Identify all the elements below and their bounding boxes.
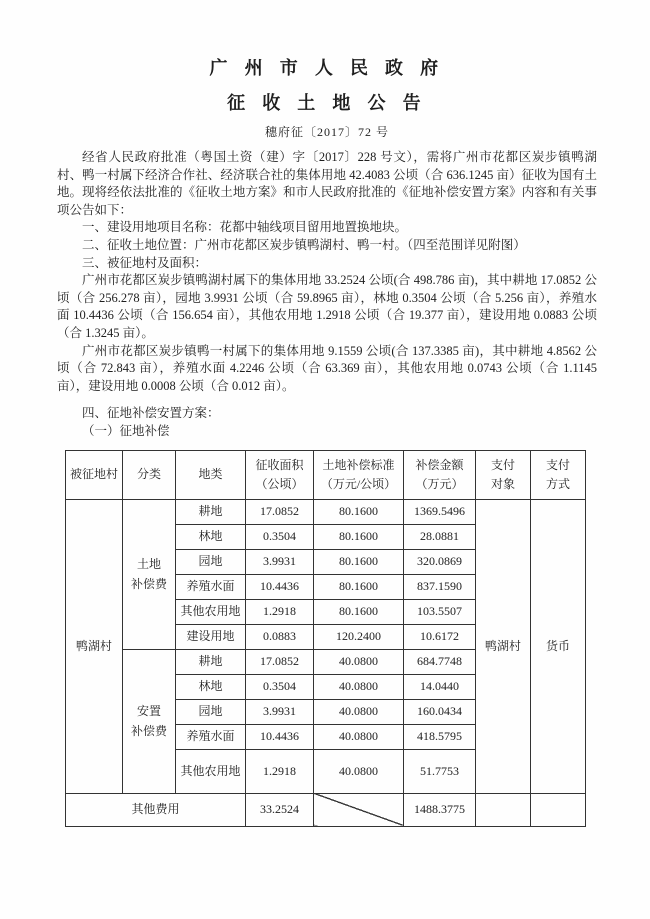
header-land-type: 地类 — [176, 450, 246, 499]
table-cell: 80.1600 — [314, 599, 404, 624]
table-cell: 80.1600 — [314, 499, 404, 524]
table-cell: 其他农用地 — [176, 599, 246, 624]
paragraph-intro: 经省人民政府批准（粤国土资（建）字〔2017〕228 号文），需将广州市花都区炭步镇鸭湖村、鸭一村属下经济合作社、经济联合社的集体用地 42.4083 公顷（合 636.1245 亩）征收为国有土地。现将经依法批准的《征收土地方案》和市人民政府批准的《征地补偿安置方案》内容和有关事项公告如下： — [57, 150, 597, 217]
table-cell: 17.0852 — [246, 649, 314, 674]
table-cell: 40.0800 — [314, 724, 404, 749]
table-cell: 40.0800 — [314, 749, 404, 793]
table-row — [66, 499, 586, 524]
group1-name-line1: 土地 — [136, 557, 161, 571]
table-cell: 1.2918 — [246, 749, 314, 793]
compensation-table — [65, 450, 586, 827]
paragraph-yahu-village-area: 广州市花都区炭步镇鸭湖村属下的集体用地 33.2524 公顷(合 498.786 亩)，其中耕地 17.0852 公顷（合 256.278 亩），园地 3.9931 公顷（合 59.8965 亩），林地 0.3504 公顷（合 5.256 亩），养殖水面 10.4436 公顷（合 156.654 亩），其他农用地 1.2918 公顷（合 19.377 亩），建设用地 0.0883 公顷（合 1.3245 亩）。 — [57, 273, 597, 340]
table-cell: 40.0800 — [314, 699, 404, 724]
table-cell: 17.0852 — [246, 499, 314, 524]
cell-expropriated-village: 鸭湖村 — [66, 499, 123, 793]
header-standard-line1: 土地补偿标准 — [322, 457, 395, 472]
cell-empty — [476, 793, 531, 826]
header-area-line1: 征收面积 — [255, 457, 304, 472]
table-cell: 10.4436 — [246, 724, 314, 749]
cell-payment-method: 货币 — [531, 499, 586, 793]
paragraph-item-2-location: 二、征收土地位置：广州市花都区炭步镇鸭湖村、鸭一村。（四至范围详见附图） — [82, 237, 526, 252]
table-cell: 28.0881 — [404, 524, 476, 549]
cell-other-fees-area: 33.2524 — [246, 793, 314, 826]
table-cell: 林地 — [176, 524, 246, 549]
group1-name-line2: 补偿费 — [130, 577, 167, 591]
table-cell: 3.9931 — [246, 549, 314, 574]
document-title-line2: 征 收 土 地 公 告 — [227, 93, 427, 113]
table-cell: 40.0800 — [314, 649, 404, 674]
header-payee — [476, 450, 531, 499]
paragraph-item-4-compensation-plan: 四、征地补偿安置方案： — [82, 406, 220, 421]
header-amount-line2: （万元） — [415, 476, 464, 491]
header-standard — [314, 450, 404, 499]
table-cell: 0.3504 — [246, 674, 314, 699]
header-payee-line2: 对象 — [490, 476, 515, 491]
table-cell: 0.0883 — [246, 624, 314, 649]
header-method-line1: 支付 — [545, 457, 570, 472]
header-method-line2: 方式 — [545, 476, 570, 491]
table-cell: 1.2918 — [246, 599, 314, 624]
group2-name-line1: 安置 — [136, 704, 161, 718]
group2-name-line2: 补偿费 — [130, 724, 167, 738]
paragraph-item-1-project-name: 一、建设用地项目名称：花都中轴线项目留用地置换地块。 — [82, 220, 408, 235]
cell-other-fees-label: 其他费用 — [66, 793, 246, 826]
cell-payee: 鸭湖村 — [476, 499, 531, 793]
table-cell: 1369.5496 — [404, 499, 476, 524]
document-body — [57, 149, 597, 441]
table-cell: 建设用地 — [176, 624, 246, 649]
paragraph-subsection-compensation: （一）征地补偿 — [82, 423, 170, 438]
table-cell: 80.1600 — [314, 549, 404, 574]
table-cell: 园地 — [176, 549, 246, 574]
header-category: 分类 — [123, 450, 176, 499]
table-cell: 耕地 — [176, 499, 246, 524]
header-village: 被征地村 — [66, 450, 123, 499]
table-cell: 51.7753 — [404, 749, 476, 793]
table-cell: 160.0434 — [404, 699, 476, 724]
table-cell: 418.5795 — [404, 724, 476, 749]
table-cell: 14.0440 — [404, 674, 476, 699]
table-cell: 3.9931 — [246, 699, 314, 724]
table-cell: 40.0800 — [314, 674, 404, 699]
table-cell: 10.6172 — [404, 624, 476, 649]
cell-empty — [531, 793, 586, 826]
cell-group-resettlement-compensation — [123, 649, 176, 793]
cell-other-fees-amount: 1488.3775 — [404, 793, 476, 826]
table-cell: 80.1600 — [314, 574, 404, 599]
table-cell: 养殖水面 — [176, 724, 246, 749]
table-cell: 837.1590 — [404, 574, 476, 599]
cell-group-land-compensation — [123, 499, 176, 649]
document-title-line1: 广 州 市 人 民 政 府 — [209, 58, 445, 78]
header-standard-line2: （万元/公顷） — [320, 476, 397, 491]
table-cell: 103.5507 — [404, 599, 476, 624]
table-cell: 320.0869 — [404, 549, 476, 574]
document-number: 穗府征〔2017〕72 号 — [264, 125, 389, 139]
header-area-line2: （公顷） — [255, 476, 304, 491]
paragraph-item-3-villages: 三、被征地村及面积： — [82, 255, 208, 270]
paragraph-yayi-village-area: 广州市花都区炭步镇鸭一村属下的集体用地 9.1559 公顷(合 137.3385 亩)，其中耕地 4.8562 公顷（合 72.843 亩），养殖水面 4.2246 公顷（合 63.369 亩），其他农用地 0.0743 公顷（合 1.1145 亩），建设用地 0.0008 公顷（合 0.012 亩）。 — [57, 343, 597, 393]
table-header-row — [66, 450, 586, 499]
header-area — [246, 450, 314, 499]
table-cell: 其他农用地 — [176, 749, 246, 793]
table-cell: 10.4436 — [246, 574, 314, 599]
header-amount-line1: 补偿金额 — [415, 457, 464, 472]
table-footer-row — [66, 793, 586, 826]
table-cell: 120.2400 — [314, 624, 404, 649]
table-cell: 林地 — [176, 674, 246, 699]
header-amount — [404, 450, 476, 499]
table-cell: 684.7748 — [404, 649, 476, 674]
table-cell: 80.1600 — [314, 524, 404, 549]
table-cell: 园地 — [176, 699, 246, 724]
table-cell: 耕地 — [176, 649, 246, 674]
table-cell: 养殖水面 — [176, 574, 246, 599]
diagonal-slash-cell — [314, 793, 404, 826]
header-method — [531, 450, 586, 499]
header-payee-line1: 支付 — [490, 457, 515, 472]
table-cell: 0.3504 — [246, 524, 314, 549]
